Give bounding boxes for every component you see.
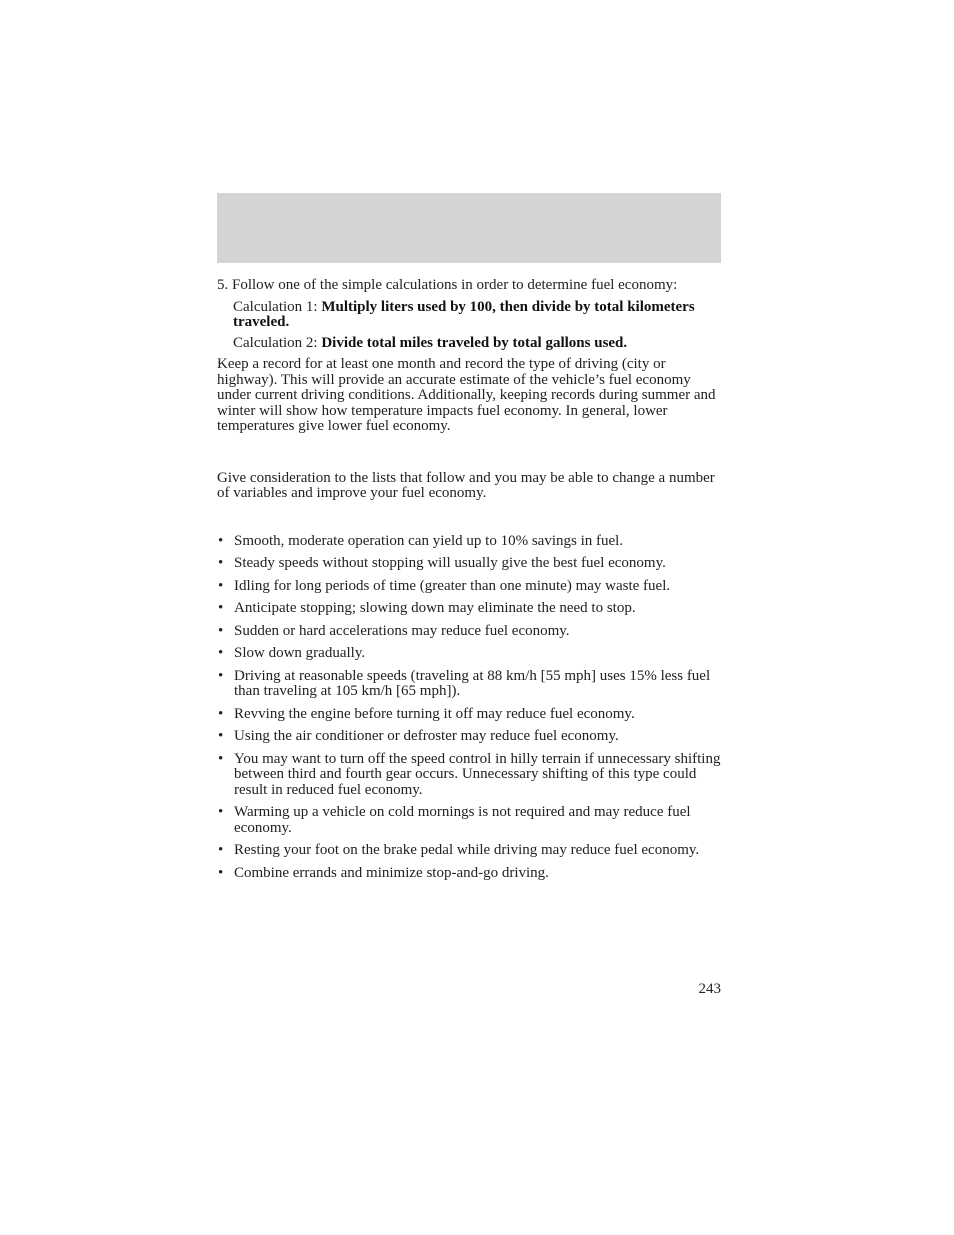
list-item-text: Combine errands and minimize stop-and-go driving. <box>234 864 549 881</box>
bullet-icon: • <box>218 622 224 639</box>
header-band <box>217 193 721 263</box>
list-item-text: Driving at reasonable speeds (traveling at 88 km/h [55 mph] uses 15% less fuel than traveling at 105 km/h [65 mph]). <box>234 667 711 699</box>
bullet-icon: • <box>218 667 224 684</box>
list-item-text: Sudden or hard accelerations may reduce fuel economy. <box>234 622 570 639</box>
list-item-text: Steady speeds without stopping will usually give the best fuel economy. <box>234 555 666 571</box>
bullet-icon: • <box>218 804 224 820</box>
bullet-icon: • <box>218 532 224 549</box>
bullet-icon: • <box>218 555 224 571</box>
bullet-icon: • <box>218 728 224 744</box>
list-item <box>217 556 723 572</box>
list-item <box>217 669 723 700</box>
bullet-icon: • <box>218 705 224 722</box>
list-item <box>217 707 723 723</box>
list-item <box>217 843 723 859</box>
list-item <box>217 624 723 640</box>
list-item-text: Revving the engine before turning it off may reduce fuel economy. <box>234 705 635 722</box>
page-number: 243 <box>698 981 721 997</box>
consider-paragraph: Give consideration to the lists that follow and you may be able to change a number of variables and improve your fuel economy. <box>217 469 715 501</box>
list-item <box>217 579 723 595</box>
list-item <box>217 866 723 882</box>
calculation-2-text: Divide total miles traveled by total gallons used. <box>321 334 628 351</box>
calculation-2 <box>233 336 723 352</box>
list-item <box>217 752 723 799</box>
calculation-2-label: Calculation 2: <box>233 334 322 351</box>
bullet-icon: • <box>218 645 224 661</box>
step-5-text: 5. Follow one of the simple calculations in order to determine fuel economy: <box>217 277 678 293</box>
bullet-icon: • <box>218 842 224 858</box>
list-item <box>217 805 723 836</box>
list-item <box>217 729 723 745</box>
list-item <box>217 534 723 550</box>
bullet-icon: • <box>218 864 224 881</box>
bullet-icon: • <box>218 750 224 767</box>
list-item-text: Warming up a vehicle on cold mornings is not required and may reduce fuel economy. <box>234 804 691 836</box>
record-paragraph: Keep a record for at least one month and record the type of driving (city or highway). This will provide an accurate estimate of the vehicle’s fuel economy under current driving conditions. Additionally, keeping records during summer and winter will show how temperature impacts fuel economy. In general, lower temperatures give lower fuel economy. <box>217 356 716 434</box>
list-item-text: You may want to turn off the speed control in hilly terrain if unnecessary shifting between third and fourth gear occurs. Unnecessary shifting of this type could result in reduced fuel economy. <box>234 750 721 798</box>
calculation-1-label: Calculation 1: <box>233 298 322 315</box>
calculation-1 <box>233 300 723 331</box>
list-item <box>217 646 723 662</box>
list-item <box>217 601 723 617</box>
bullet-icon: • <box>218 600 224 616</box>
list-item-text: Resting your foot on the brake pedal while driving may reduce fuel economy. <box>234 842 700 858</box>
bullet-icon: • <box>218 577 224 594</box>
list-item-text: Anticipate stopping; slowing down may eliminate the need to stop. <box>234 600 636 616</box>
list-item-text: Slow down gradually. <box>234 645 366 661</box>
list-item-text: Idling for long periods of time (greater than one minute) may waste fuel. <box>234 577 671 594</box>
list-item-text: Using the air conditioner or defroster may reduce fuel economy. <box>234 728 619 744</box>
list-item-text: Smooth, moderate operation can yield up to 10% savings in fuel. <box>234 532 624 549</box>
fuel-tips-list <box>217 534 723 882</box>
page-content <box>217 278 723 888</box>
calculation-1-text: Multiply liters used by 100, then divide by total kilometers traveled. <box>233 298 695 330</box>
